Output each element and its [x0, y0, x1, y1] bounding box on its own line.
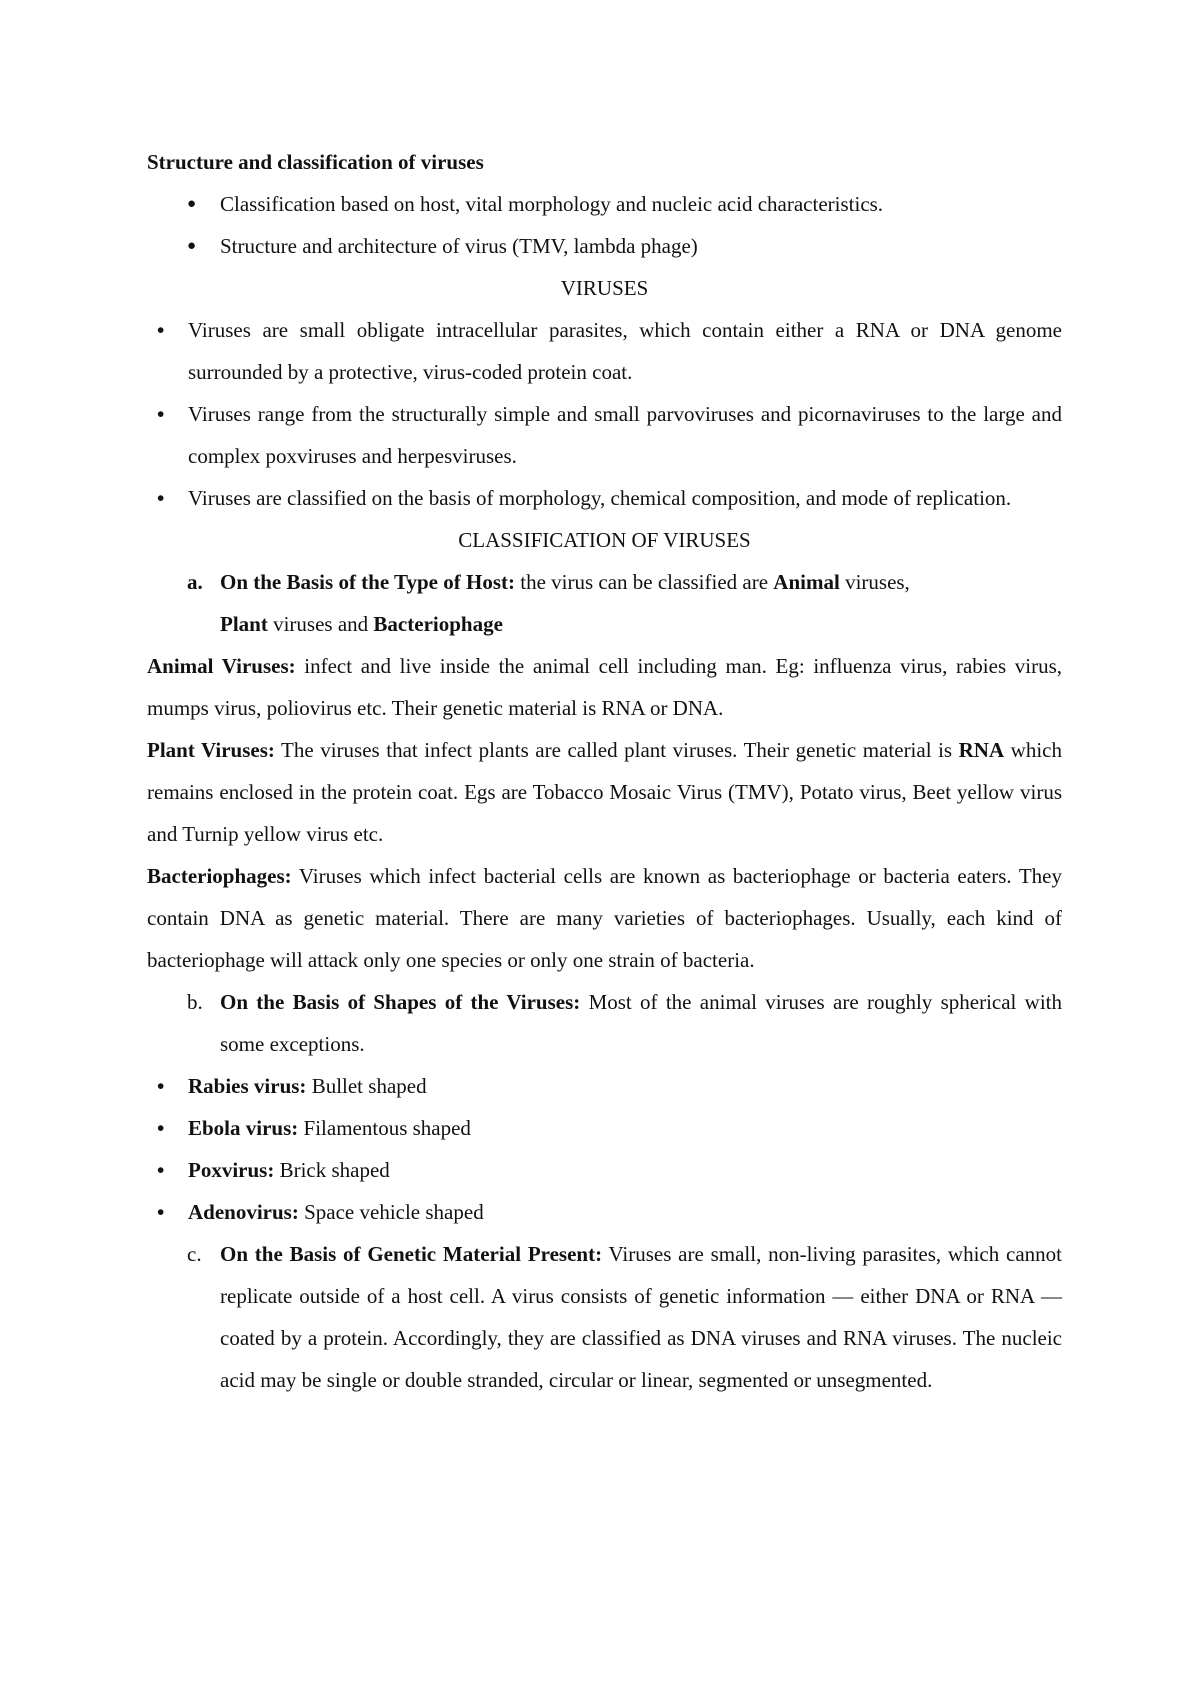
viruses-point: • Viruses are classified on the basis of morphology, chemical composition, and mode of replication. [147, 477, 1062, 519]
shape-virus-name: Ebola virus: [188, 1116, 299, 1140]
viruses-heading: VIRUSES [560, 276, 649, 300]
section-b-title: On the Basis of Shapes of the Viruses: [220, 990, 581, 1014]
animal-viruses-paragraph [147, 645, 1062, 729]
viruses-point: • Viruses range from the structurally simple and small parvoviruses and picornaviruses to the large and complex poxviruses and herpesviruses. [147, 393, 1062, 477]
section-c-title: On the Basis of Genetic Material Present: [220, 1242, 603, 1266]
section-a-bacteriophage: Bacteriophage [373, 612, 503, 636]
section-b-item [147, 981, 1062, 1065]
plant-viruses-label: Plant Viruses: [147, 738, 275, 762]
viruses-points [147, 309, 1062, 519]
section-a-text1: the virus can be classified are [514, 570, 774, 594]
section-c [147, 1233, 1062, 1401]
plant-viruses-rna: RNA [958, 738, 1005, 762]
section-c-text: Viruses are small, non-living parasites, which cannot replicate outside of a host cell. A virus consists of genetic information — either DNA or RNA — coated by a protein. Accordingly, they are classified as DNA viruses and RNA viruses. The nucleic acid may be single or double stranded, circular or linear, segmented or unsegmented. [220, 1242, 1062, 1392]
bacteriophages-label: Bacteriophages: [147, 864, 292, 888]
shape-item [147, 1065, 1062, 1107]
bacteriophages-text: Viruses which infect bacterial cells are known as bacteriophage or bacteria eaters. They contain DNA as genetic material. There are many varieties of bacteriophages. Usually, each kind of bacteriophage will attack only one species or only one strain of bacteria. [147, 864, 1062, 972]
animal-viruses-text: infect and live inside the animal cell including man. Eg: influenza virus, rabies virus, mumps virus, poliovirus etc. Their genetic material is RNA or DNA. [147, 654, 1062, 720]
shape-item [147, 1107, 1062, 1149]
classification-heading: CLASSIFICATION OF VIRUSES [458, 528, 751, 552]
section-a-title: On the Basis of the Type of Host: [220, 570, 515, 594]
document-page [147, 141, 1062, 1401]
shape-item [147, 1149, 1062, 1191]
section-a-item [147, 561, 1062, 645]
shape-item [147, 1191, 1062, 1233]
shape-description: Space vehicle shaped [298, 1200, 484, 1224]
shape-virus-name: Poxvirus: [188, 1158, 275, 1182]
section-b-text: Most of the animal viruses are roughly spherical with some exceptions. [220, 990, 1063, 1056]
section-a [147, 561, 1062, 645]
bacteriophages-paragraph [147, 855, 1062, 981]
topic-list [147, 183, 1062, 267]
plant-viruses-text2: which remains enclosed in the protein coat. Egs are Tobacco Mosaic Virus (TMV), Potato virus, Beet yellow virus and Turnip yellow virus etc. [147, 738, 1062, 846]
section-c-item [147, 1233, 1062, 1401]
document-title: Structure and classification of viruses [147, 150, 484, 174]
section-a-text2: viruses, [839, 570, 910, 594]
shape-virus-name: Rabies virus: [188, 1074, 307, 1098]
shape-description: Bullet shaped [306, 1074, 427, 1098]
animal-viruses-label: Animal Viruses: [147, 654, 296, 678]
topic-item: ● Classification based on host, vital morphology and nucleic acid characteristics. [147, 183, 1062, 225]
viruses-point: • Viruses are small obligate intracellular parasites, which contain either a RNA or DNA genome surrounded by a protective, virus-coded protein coat. [147, 309, 1062, 393]
shape-description: Filamentous shaped [298, 1116, 471, 1140]
shape-description: Brick shaped [274, 1158, 390, 1182]
plant-viruses-text1: The viruses that infect plants are called plant viruses. Their genetic material is [274, 738, 959, 762]
section-a-text3: viruses and [267, 612, 374, 636]
shape-virus-name: Adenovirus: [188, 1200, 299, 1224]
topic-item: ● Structure and architecture of virus (TMV, lambda phage) [147, 225, 1062, 267]
section-a-plant: Plant [220, 612, 268, 636]
section-b-marker: b. [187, 990, 203, 1014]
section-c-marker: c. [187, 1242, 202, 1266]
section-b [147, 981, 1062, 1065]
plant-viruses-paragraph [147, 729, 1062, 855]
section-a-marker: a. [187, 570, 203, 594]
shape-list [147, 1065, 1062, 1233]
section-a-animal: Animal [773, 570, 840, 594]
